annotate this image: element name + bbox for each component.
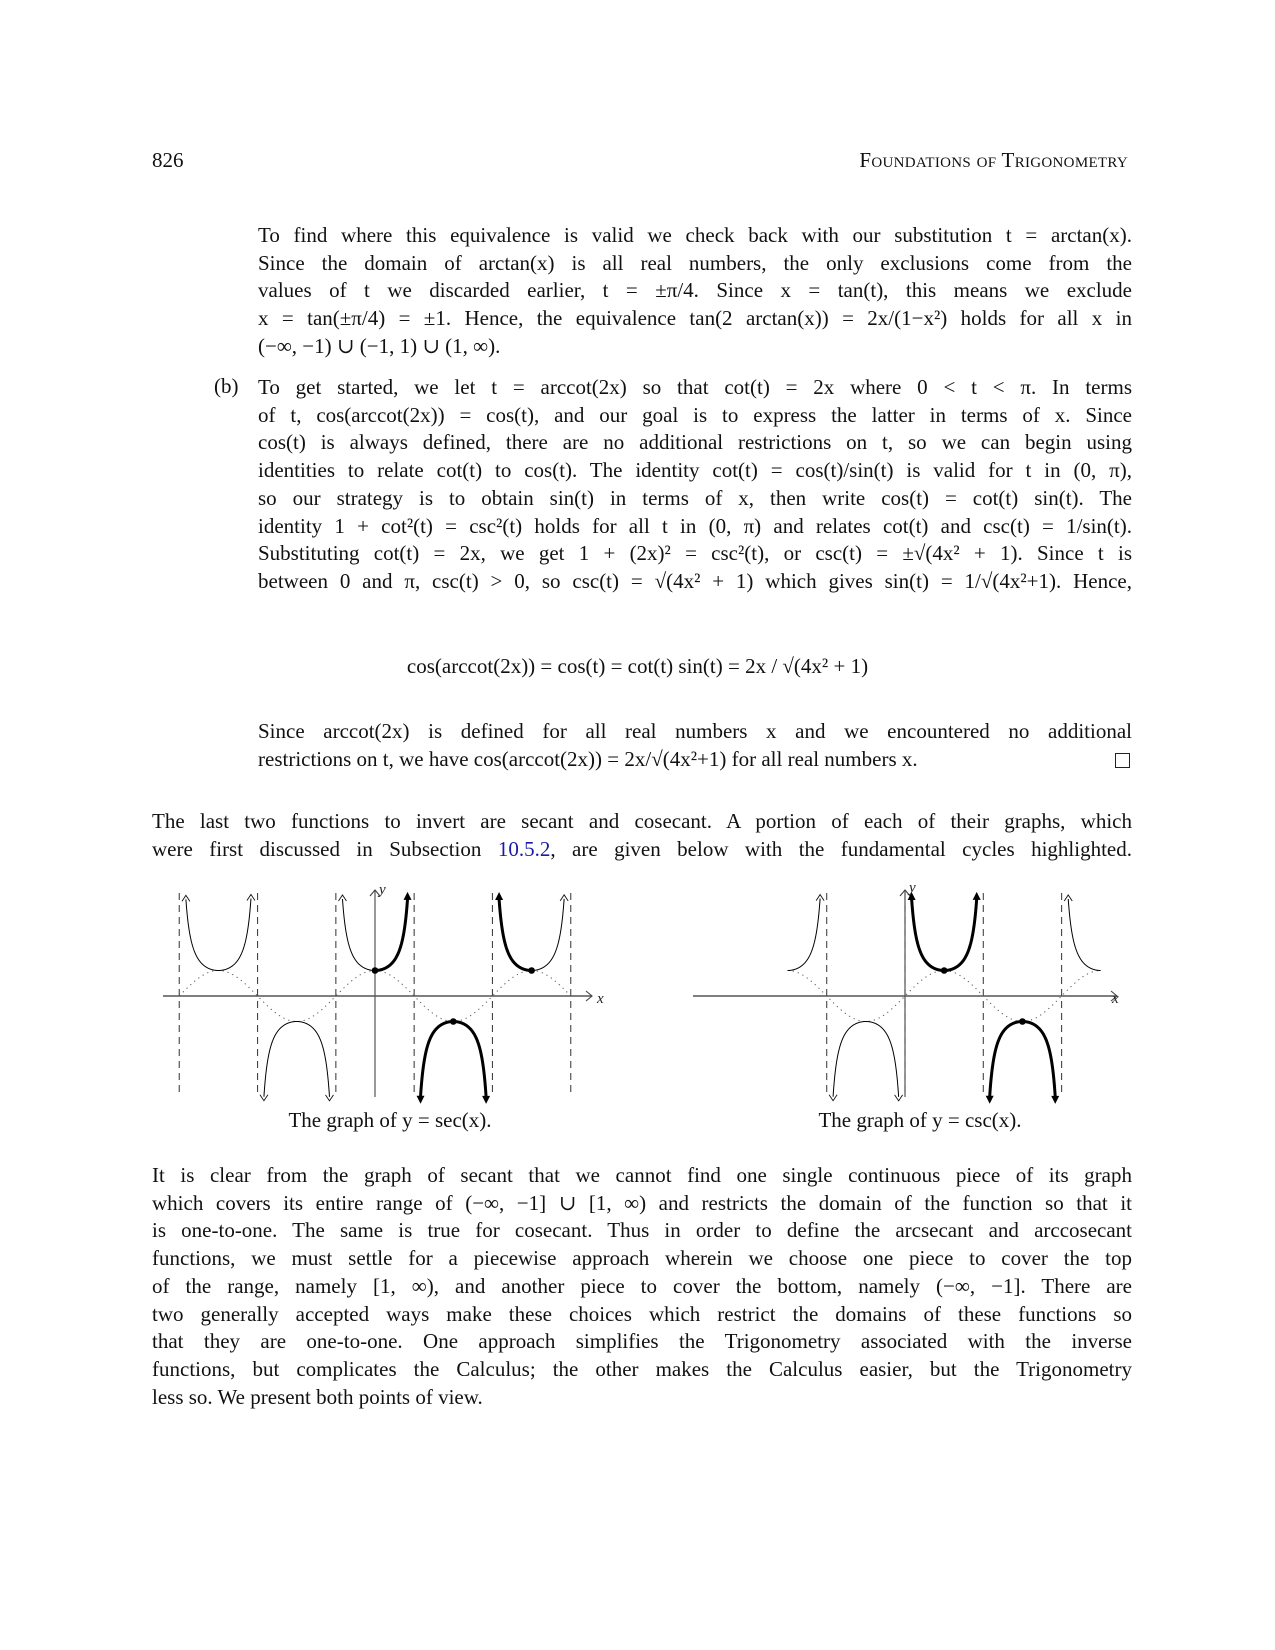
csc-graph: [680, 880, 1150, 1105]
part-b-body: [258, 374, 1132, 596]
text-line: x = tan(±π/4) = ±1. Hence, the equivalence tan(2 arctan(x)) = 2x/(1−x²) holds for all x in: [258, 306, 1132, 331]
text-line: functions, but complicates the Calculus; the other makes the Calculus easier, but the Trigonometry: [152, 1356, 1132, 1381]
intro-paragraph: [152, 808, 1132, 863]
qed-box-icon: [1115, 753, 1130, 768]
part-a-continuation: [258, 222, 1132, 361]
text-segment: , are given below with the fundamental cycles highlighted.: [550, 836, 1132, 861]
text-line: that they are one-to-one. One approach simplifies the Trigonometry associated with the inverse: [152, 1329, 1132, 1354]
x-axis-label: x: [597, 991, 604, 1007]
text-line: Since arccot(2x) is defined for all real numbers x and we encountered no additional: [258, 719, 1132, 743]
text-line: is one-to-one. The same is true for cosecant. Thus in order to define the arcsecant and arccosecant: [152, 1218, 1132, 1243]
csc-caption: The graph of y = csc(x).: [818, 1108, 1022, 1132]
text-line: Substituting cot(t) = 2x, we get 1 + (2x)² = csc²(t), or csc(t) = ±√(4x² + 1). Since t is: [258, 541, 1132, 566]
text-line: less so. We present both points of view.: [152, 1384, 483, 1409]
closing-paragraph: [152, 1162, 1132, 1411]
text-line: of t, cos(arccot(2x)) = cos(t), and our goal is to express the latter in terms of x. Since: [258, 402, 1132, 427]
text-line: so our strategy is to obtain sin(t) in terms of x, then write cos(t) = cot(t) sin(t). The: [258, 485, 1132, 510]
text-line: between 0 and π, csc(t) > 0, so csc(t) = √(4x² + 1) which gives sin(t) = 1/√(4x²+1). Hence,: [258, 568, 1132, 593]
text-line: identities to relate cot(t) to cos(t). The identity cot(t) = cos(t)/sin(t) is valid for t in (0, π),: [258, 458, 1132, 483]
text-line: The last two functions to invert are secant and cosecant. A portion of each of their graphs, which: [152, 809, 1132, 833]
text-segment: were first discussed in Subsection: [152, 836, 498, 861]
sec-graph: [150, 880, 620, 1105]
text-line: functions, we must settle for a piecewise approach wherein we choose one piece to cover the top: [152, 1246, 1132, 1271]
sec-caption: The graph of y = sec(x).: [288, 1108, 492, 1132]
running-title: Foundations of Trigonometry: [859, 148, 1128, 172]
display-equation: cos(arccot(2x)) = cos(t) = cot(t) sin(t) = 2x / √(4x² + 1): [406, 654, 869, 678]
text-line: It is clear from the graph of secant that we cannot find one single continuous piece of its graph: [152, 1163, 1132, 1187]
text-line: two generally accepted ways make these choices which restrict the domains of these functions so: [152, 1301, 1132, 1326]
text-line: To get started, we let t = arccot(2x) so that cot(t) = 2x where 0 < t < π. In terms: [258, 375, 1132, 399]
text-line: [152, 836, 1132, 864]
y-axis-label: y: [909, 880, 916, 896]
text-line: Since the domain of arctan(x) is all real numbers, the only exclusions come from the: [258, 250, 1132, 275]
subsection-link[interactable]: 10.5.2: [497, 836, 551, 861]
part-b-conclusion: [258, 718, 1132, 773]
y-axis-label: y: [379, 882, 386, 898]
text-line: restrictions on t, we have cos(arccot(2x)) = 2x/√(4x²+1) for all real numbers x.: [258, 746, 918, 771]
page-number: 826: [152, 148, 184, 172]
text-line: which covers its entire range of (−∞, −1] ∪ [1, ∞) and restricts the domain of the function so that it: [152, 1190, 1132, 1215]
text-line: cos(t) is always defined, there are no additional restrictions on t, so we can begin using: [258, 430, 1132, 455]
text-line: To find where this equivalence is valid we check back with our substitution t = arctan(x).: [258, 223, 1132, 247]
text-line: (−∞, −1) ∪ (−1, 1) ∪ (1, ∞).: [258, 333, 501, 358]
text-line: identity 1 + cot²(t) = csc²(t) holds for all t in (0, π) and relates cot(t) and csc(t) = 1/sin(t).: [258, 513, 1132, 538]
x-axis-label: x: [1112, 991, 1119, 1007]
text-line: of the range, namely [1, ∞), and another piece to cover the bottom, namely (−∞, −1]. There are: [152, 1273, 1132, 1298]
text-line: values of t we discarded earlier, t = ±π/4. Since x = tan(t), this means we exclude: [258, 278, 1132, 303]
part-b-label: (b): [214, 374, 239, 398]
